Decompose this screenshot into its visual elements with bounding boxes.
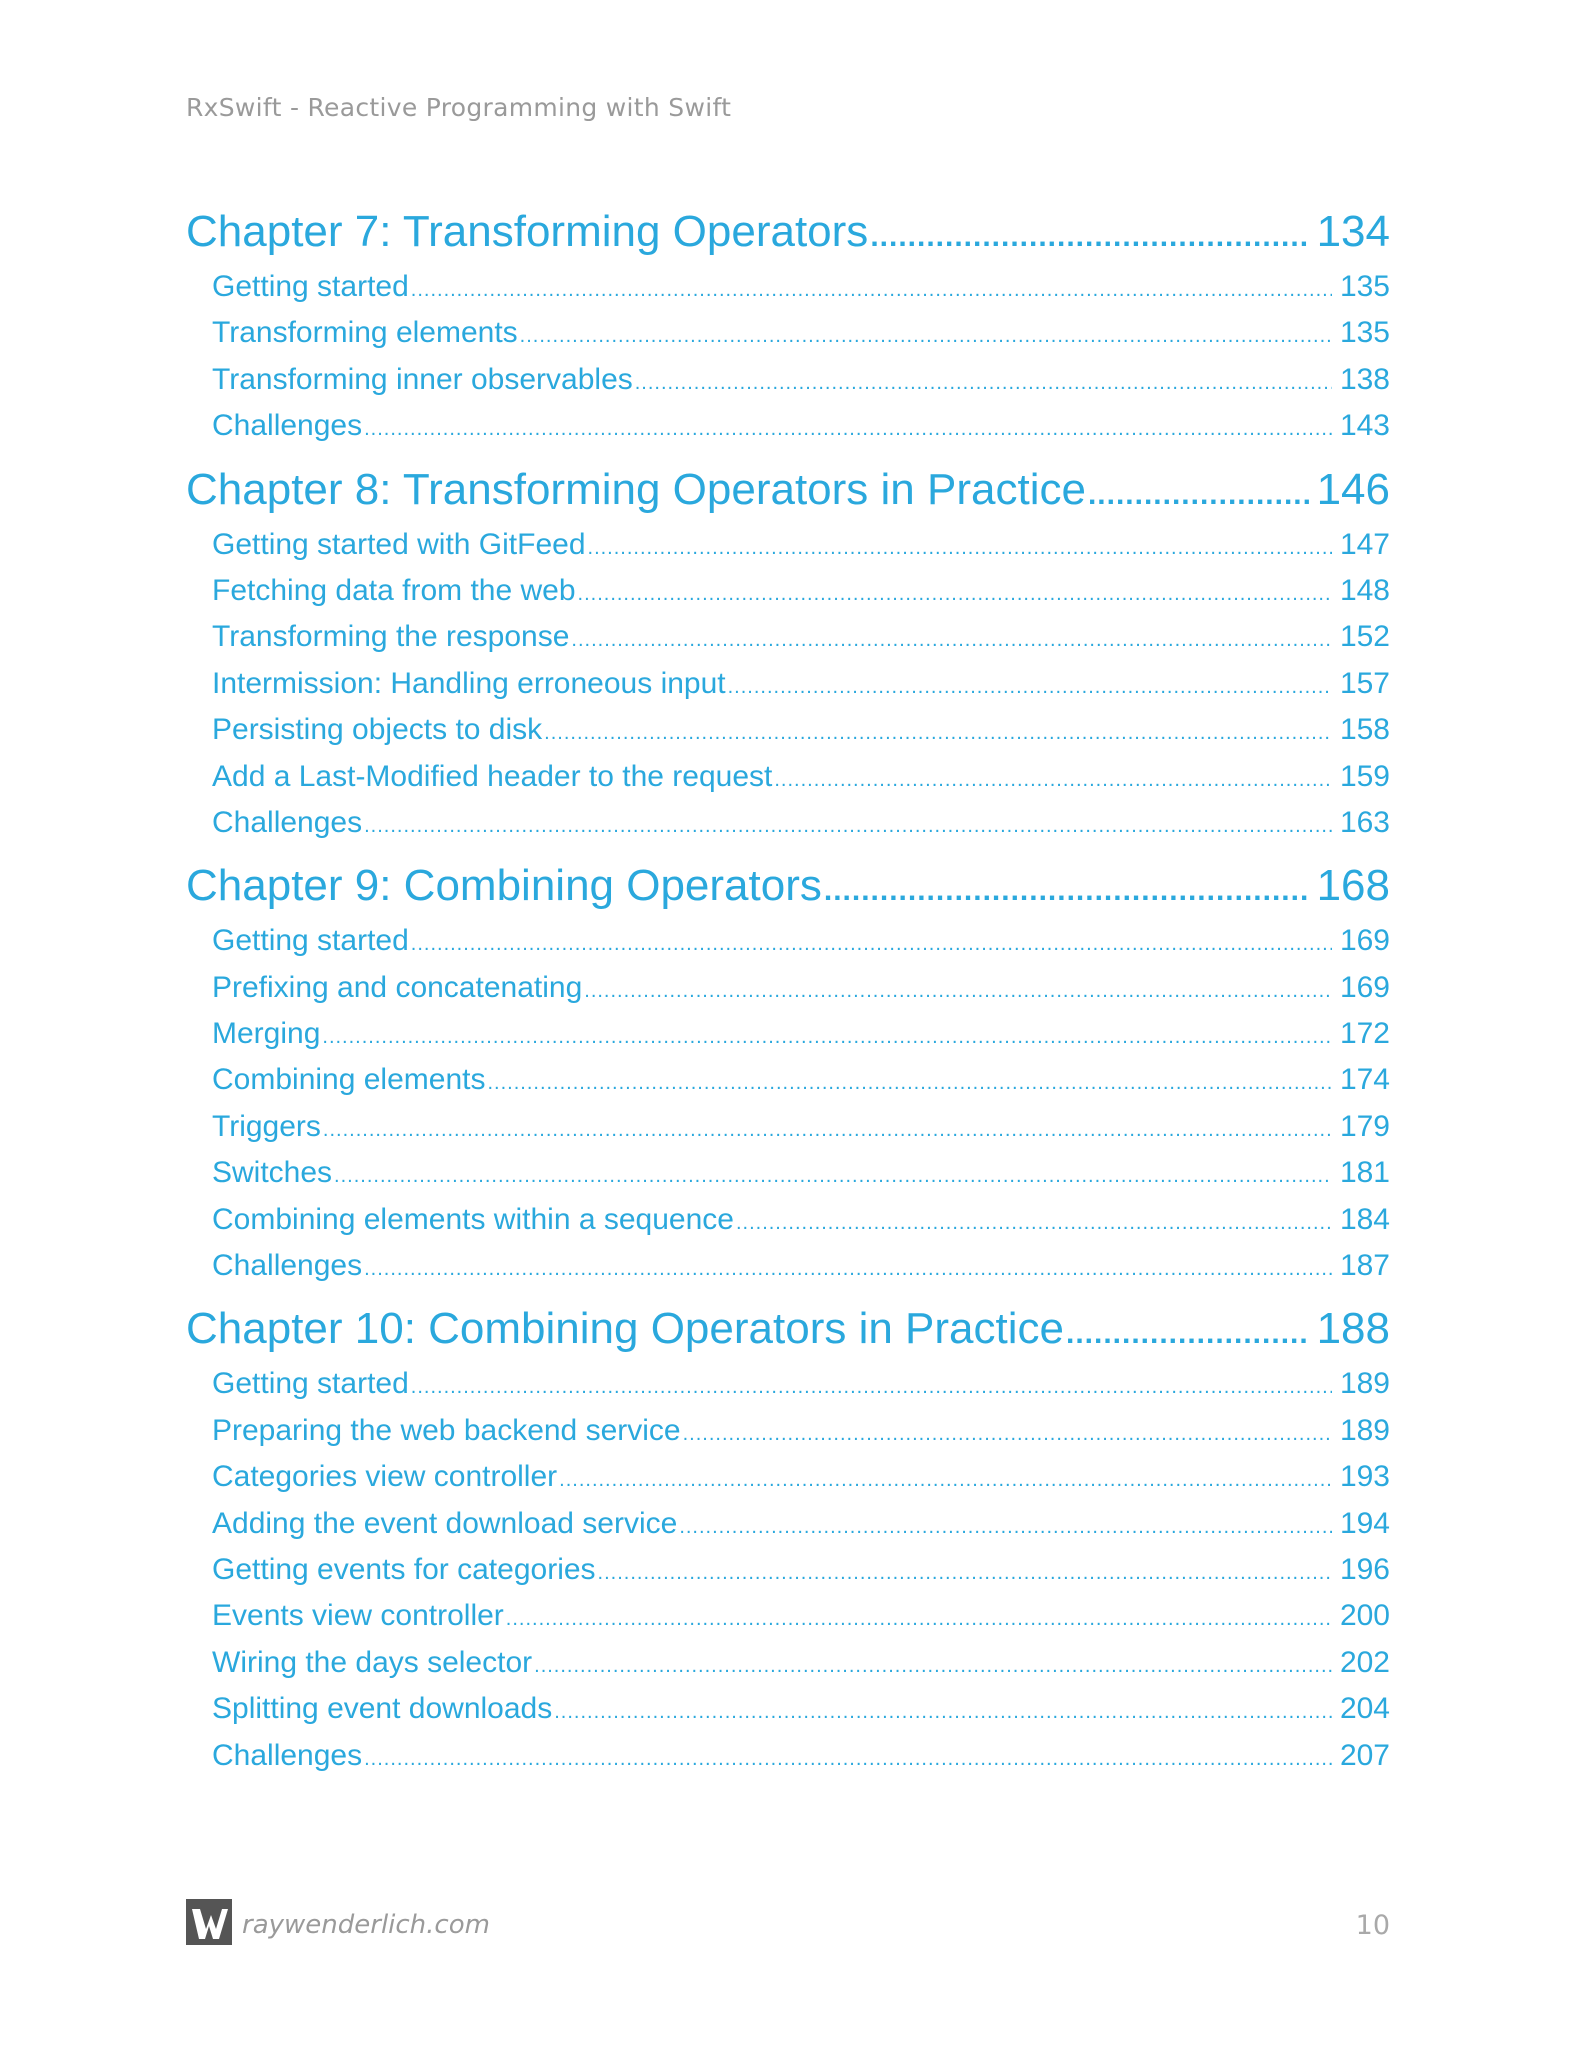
section-page-number: 196 xyxy=(1339,1552,1390,1586)
section-title: Prefixing and concatenating xyxy=(212,970,583,1004)
dot-leader xyxy=(364,1246,1332,1289)
section-title: Merging xyxy=(212,1017,321,1051)
chapter-entry[interactable] xyxy=(186,200,1390,264)
section-entry[interactable] xyxy=(186,522,1390,568)
section-title: Persisting objects to disk xyxy=(212,713,543,747)
section-page-number: 204 xyxy=(1339,1692,1390,1726)
section-title: Getting started xyxy=(212,270,409,303)
section-entry[interactable] xyxy=(186,264,1390,310)
section-title: Switches xyxy=(212,1156,333,1190)
section-title: Transforming elements xyxy=(212,316,518,350)
section-title: Fetching data from the web xyxy=(212,573,576,607)
section-title: Wiring the days selector xyxy=(212,1645,533,1679)
section-title: Challenges xyxy=(212,805,363,839)
dot-leader xyxy=(411,921,1332,964)
section-page-number: 187 xyxy=(1339,1249,1390,1283)
dot-leader xyxy=(824,859,1309,918)
section-entry[interactable] xyxy=(186,1454,1390,1500)
section-title: Getting started xyxy=(212,924,409,958)
dot-leader xyxy=(334,1153,1332,1196)
section-page-number: 169 xyxy=(1339,924,1390,958)
section-page-number: 207 xyxy=(1339,1738,1390,1772)
section-title: Combining elements within a sequence xyxy=(212,1202,734,1236)
dot-leader xyxy=(598,1550,1332,1593)
section-page-number: 135 xyxy=(1339,316,1390,350)
section-page-number: 157 xyxy=(1339,666,1390,700)
section-page-number: 172 xyxy=(1339,1017,1390,1051)
section-title: Adding the event download service xyxy=(212,1506,678,1540)
section-entry[interactable] xyxy=(186,1057,1390,1103)
toc-chapter xyxy=(186,200,1390,450)
section-entry[interactable] xyxy=(186,1733,1390,1779)
section-entry[interactable] xyxy=(186,403,1390,449)
page-number: 10 xyxy=(1355,1910,1390,1941)
section-entry[interactable] xyxy=(186,1686,1390,1732)
section-title: Splitting event downloads xyxy=(212,1692,553,1726)
dot-leader xyxy=(1088,463,1309,522)
dot-leader xyxy=(554,1689,1332,1732)
section-entry[interactable] xyxy=(186,1640,1390,1686)
section-title: Challenges xyxy=(212,1738,363,1772)
dot-leader xyxy=(411,1364,1332,1407)
chapter-title: Chapter 10: Combining Operators in Practice xyxy=(186,1304,1064,1354)
section-entry[interactable] xyxy=(186,754,1390,800)
section-entry[interactable] xyxy=(186,1011,1390,1057)
section-page-number: 202 xyxy=(1339,1645,1390,1679)
section-title: Intermission: Handling erroneous input xyxy=(212,666,726,700)
dot-leader xyxy=(728,664,1332,707)
section-page-number: 158 xyxy=(1339,713,1390,747)
section-entry[interactable] xyxy=(186,1150,1390,1196)
dot-leader xyxy=(683,1411,1332,1454)
section-entry[interactable] xyxy=(186,1408,1390,1454)
dot-leader xyxy=(774,757,1332,800)
section-title: Transforming inner observables xyxy=(212,362,633,396)
section-page-number: 169 xyxy=(1339,970,1390,1004)
dot-leader xyxy=(635,360,1332,403)
section-page-number: 194 xyxy=(1339,1506,1390,1540)
section-page-number: 135 xyxy=(1339,270,1390,303)
dot-leader xyxy=(571,617,1332,660)
section-entry[interactable] xyxy=(186,918,1390,964)
section-title: Challenges xyxy=(212,409,363,443)
footer-site-name: raywenderlich.com xyxy=(242,1910,490,1940)
section-entry[interactable] xyxy=(186,707,1390,753)
section-page-number: 143 xyxy=(1339,409,1390,443)
dot-leader xyxy=(1066,1302,1309,1361)
dot-leader xyxy=(364,1736,1332,1779)
dot-leader xyxy=(578,571,1332,614)
section-entry[interactable] xyxy=(186,568,1390,614)
section-entry[interactable] xyxy=(186,310,1390,356)
section-title: Events view controller xyxy=(212,1599,504,1633)
toc-chapter xyxy=(186,458,1390,847)
section-title: Preparing the web backend service xyxy=(212,1413,681,1447)
section-title: Getting started with GitFeed xyxy=(212,527,586,561)
section-title: Triggers xyxy=(212,1109,321,1143)
dot-leader xyxy=(584,968,1332,1011)
section-page-number: 193 xyxy=(1339,1460,1390,1494)
section-entry[interactable] xyxy=(186,614,1390,660)
section-page-number: 163 xyxy=(1339,805,1390,839)
section-entry[interactable] xyxy=(186,965,1390,1011)
dot-leader xyxy=(520,313,1332,356)
section-title: Combining elements xyxy=(212,1063,486,1097)
dot-leader xyxy=(559,1457,1332,1500)
dot-leader xyxy=(588,525,1332,568)
chapter-title: Chapter 7: Transforming Operators xyxy=(186,207,869,256)
section-entry[interactable] xyxy=(186,1501,1390,1547)
section-title: Challenges xyxy=(212,1249,363,1283)
dot-leader xyxy=(322,1014,1332,1057)
section-page-number: 147 xyxy=(1339,527,1390,561)
section-entry[interactable] xyxy=(186,1197,1390,1243)
section-entry[interactable] xyxy=(186,800,1390,846)
section-title: Add a Last-Modified header to the request xyxy=(212,759,773,793)
section-title: Transforming the response xyxy=(212,620,570,654)
section-entry[interactable] xyxy=(186,357,1390,403)
section-entry[interactable] xyxy=(186,1361,1390,1407)
chapter-page-number: 188 xyxy=(1316,1304,1390,1354)
section-entry[interactable] xyxy=(186,1593,1390,1639)
section-page-number: 179 xyxy=(1339,1109,1390,1143)
section-page-number: 189 xyxy=(1339,1367,1390,1401)
chapter-title: Chapter 9: Combining Operators xyxy=(186,861,822,911)
section-page-number: 148 xyxy=(1339,573,1390,607)
section-page-number: 181 xyxy=(1339,1156,1390,1190)
dot-leader xyxy=(364,406,1332,449)
section-entry[interactable] xyxy=(186,1104,1390,1150)
section-page-number: 138 xyxy=(1339,362,1390,396)
chapter-page-number: 134 xyxy=(1316,207,1390,256)
section-page-number: 189 xyxy=(1339,1413,1390,1447)
dot-leader xyxy=(364,803,1332,846)
dot-leader xyxy=(736,1200,1332,1243)
section-page-number: 200 xyxy=(1339,1599,1390,1633)
toc-chapter xyxy=(186,1297,1390,1779)
section-entry[interactable] xyxy=(186,661,1390,707)
section-title: Categories view controller xyxy=(212,1460,558,1494)
dot-leader xyxy=(487,1060,1331,1103)
dot-leader xyxy=(506,1596,1332,1639)
dot-leader xyxy=(411,267,1332,310)
section-page-number: 184 xyxy=(1339,1202,1390,1236)
dot-leader xyxy=(679,1504,1332,1547)
table-of-contents xyxy=(186,200,1390,1779)
section-page-number: 152 xyxy=(1339,620,1390,654)
toc-chapter xyxy=(186,854,1390,1289)
dot-leader xyxy=(323,1107,1332,1150)
chapter-entry[interactable] xyxy=(186,1297,1390,1361)
dot-leader xyxy=(534,1643,1332,1686)
chapter-page-number: 168 xyxy=(1316,861,1390,911)
section-page-number: 174 xyxy=(1339,1063,1390,1097)
section-title: Getting started xyxy=(212,1367,409,1401)
chapter-title: Chapter 8: Transforming Operators in Practice xyxy=(186,464,1086,514)
chapter-entry[interactable] xyxy=(186,854,1390,918)
section-entry[interactable] xyxy=(186,1243,1390,1289)
chapter-entry[interactable] xyxy=(186,458,1390,522)
section-entry[interactable] xyxy=(186,1547,1390,1593)
dot-leader xyxy=(544,710,1332,753)
dot-leader xyxy=(870,205,1308,264)
chapter-page-number: 146 xyxy=(1316,464,1390,514)
section-page-number: 159 xyxy=(1339,759,1390,793)
running-header: RxSwift - Reactive Programming with Swift xyxy=(186,93,732,122)
section-title: Getting events for categories xyxy=(212,1552,596,1586)
raywenderlich-logo-icon xyxy=(186,1899,232,1945)
